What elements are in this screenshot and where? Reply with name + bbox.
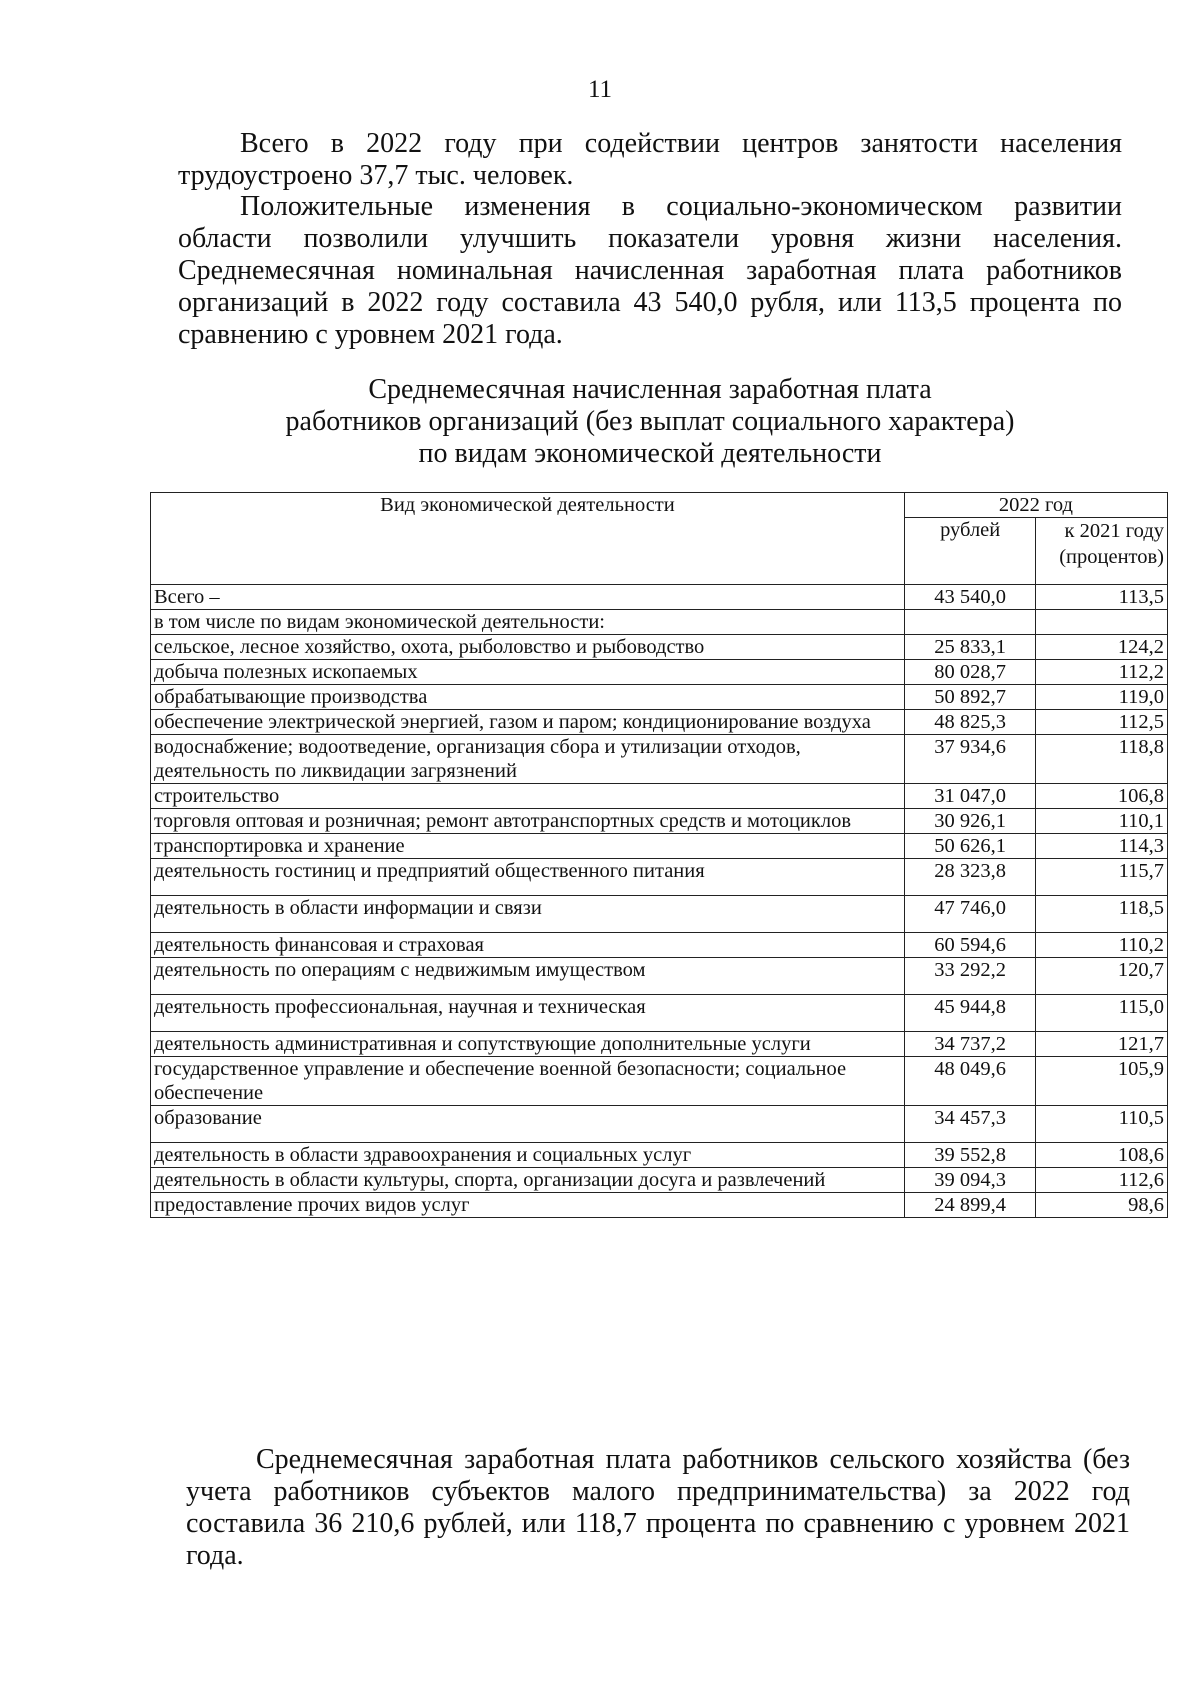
header-to-2021 [1036, 518, 1168, 585]
cell-rubles: 30 926,1 [904, 809, 1036, 834]
table-row [151, 1032, 1168, 1057]
cell-activity: деятельность гостиниц и предприятий общественного питания [151, 859, 905, 896]
cell-activity: деятельность в области информации и связи [151, 896, 905, 933]
cell-activity: строительство [151, 784, 905, 809]
table-row [151, 710, 1168, 735]
cell-rubles: 50 892,7 [904, 685, 1036, 710]
cell-activity: добыча полезных ископаемых [151, 660, 905, 685]
table-row [151, 784, 1168, 809]
cell-percent: 108,6 [1036, 1143, 1168, 1168]
cell-percent: 118,5 [1036, 896, 1168, 933]
cell-percent: 110,1 [1036, 809, 1168, 834]
paragraph-agriculture: Среднемесячная заработная плата работников сельского хозяйства (без учета работников субъектов малого предпринимательства) за 2022 год составила 36 210,6 рублей, или 118,7 процента по сравнению с уровнем 2021 года. [186, 1444, 1130, 1571]
cell-activity: деятельность в области здравоохранения и социальных услуг [151, 1143, 905, 1168]
cell-activity: в том числе по видам экономической деятельности: [151, 610, 905, 635]
cell-activity: обеспечение электрической энергией, газом и паром; кондиционирование воздуха [151, 710, 905, 735]
cell-percent: 118,8 [1036, 735, 1168, 784]
cell-activity: транспортировка и хранение [151, 834, 905, 859]
cell-rubles [904, 610, 1036, 635]
cell-percent: 112,5 [1036, 710, 1168, 735]
paragraph-income: Положительные изменения в социально-экономическом развитии области позволили улучшить показатели уровня жизни населения. Среднемесячная номинальная начисленная заработная плата работников организаций в 2022 году составила 43 540,0 рубля, или 113,5 процента по сравнению с уровнем 2021 года. [178, 191, 1122, 350]
cell-percent: 106,8 [1036, 784, 1168, 809]
cell-rubles: 45 944,8 [904, 995, 1036, 1032]
table-row [151, 660, 1168, 685]
table-title-line: по видам экономической деятельности [418, 438, 882, 469]
cell-rubles: 34 737,2 [904, 1032, 1036, 1057]
table-row [151, 809, 1168, 834]
table-row [151, 585, 1168, 610]
page-number: 11 [587, 76, 613, 103]
cell-percent: 121,7 [1036, 1032, 1168, 1057]
cell-activity: деятельность по операциям с недвижимым имуществом [151, 958, 905, 995]
cell-activity: сельское, лесное хозяйство, охота, рыболовство и рыбоводство [151, 635, 905, 660]
cell-activity: образование [151, 1106, 905, 1143]
table-row [151, 685, 1168, 710]
cell-percent: 113,5 [1036, 585, 1168, 610]
header-year: 2022 год [904, 493, 1167, 518]
cell-rubles: 80 028,7 [904, 660, 1036, 685]
header-to-2021-line1: к 2021 году [1064, 520, 1164, 542]
cell-rubles: 43 540,0 [904, 585, 1036, 610]
cell-percent: 110,5 [1036, 1106, 1168, 1143]
cell-activity: деятельность финансовая и страховая [151, 933, 905, 958]
header-to-2021-line2: (процентов) [1059, 546, 1164, 568]
cell-percent: 120,7 [1036, 958, 1168, 995]
cell-percent: 124,2 [1036, 635, 1168, 660]
cell-percent: 98,6 [1036, 1193, 1168, 1218]
cell-percent: 112,6 [1036, 1168, 1168, 1193]
cell-activity: деятельность профессиональная, научная и техническая [151, 995, 905, 1032]
cell-rubles: 25 833,1 [904, 635, 1036, 660]
table-row [151, 635, 1168, 660]
table-row [151, 1057, 1168, 1106]
cell-percent: 112,2 [1036, 660, 1168, 685]
table-row [151, 933, 1168, 958]
cell-percent: 115,0 [1036, 995, 1168, 1032]
table-row [151, 958, 1168, 995]
cell-activity: торговля оптовая и розничная; ремонт автотранспортных средств и мотоциклов [151, 809, 905, 834]
cell-rubles: 28 323,8 [904, 859, 1036, 896]
cell-rubles: 39 552,8 [904, 1143, 1036, 1168]
cell-percent: 110,2 [1036, 933, 1168, 958]
cell-activity: деятельность административная и сопутствующие дополнительные услуги [151, 1032, 905, 1057]
cell-rubles: 33 292,2 [904, 958, 1036, 995]
cell-rubles: 37 934,6 [904, 735, 1036, 784]
header-rubles: рублей [904, 518, 1036, 585]
cell-activity: предоставление прочих видов услуг [151, 1193, 905, 1218]
table-row [151, 995, 1168, 1032]
table-row [151, 834, 1168, 859]
cell-percent [1036, 610, 1168, 635]
table-row [151, 610, 1168, 635]
cell-rubles: 48 049,6 [904, 1057, 1036, 1106]
table-row [151, 1106, 1168, 1143]
table-title [180, 374, 1120, 470]
table-title-line: работников организаций (без выплат социального характера) [285, 406, 1015, 437]
cell-rubles: 39 094,3 [904, 1168, 1036, 1193]
cell-percent: 114,3 [1036, 834, 1168, 859]
cell-rubles: 24 899,4 [904, 1193, 1036, 1218]
cell-rubles: 47 746,0 [904, 896, 1036, 933]
cell-activity: обрабатывающие производства [151, 685, 905, 710]
cell-percent: 115,7 [1036, 859, 1168, 896]
cell-percent: 119,0 [1036, 685, 1168, 710]
table-row [151, 1143, 1168, 1168]
cell-rubles: 60 594,6 [904, 933, 1036, 958]
table-body [151, 585, 1168, 1218]
table-row [151, 859, 1168, 896]
table-row [151, 1168, 1168, 1193]
table-row [151, 896, 1168, 933]
cell-activity: Всего – [151, 585, 905, 610]
header-activity: Вид экономической деятельности [151, 493, 905, 585]
cell-activity: водоснабжение; водоотведение, организация сбора и утилизации отходов, деятельность по ликвидации загрязнений [151, 735, 905, 784]
paragraph-employment: Всего в 2022 году при содействии центров занятости населения трудоустроено 37,7 тыс. человек. [178, 128, 1122, 191]
cell-rubles: 34 457,3 [904, 1106, 1036, 1143]
wages-table [150, 492, 1168, 1218]
table-title-line: Среднемесячная начисленная заработная плата [368, 374, 932, 405]
table-row [151, 735, 1168, 784]
cell-rubles: 48 825,3 [904, 710, 1036, 735]
table-row [151, 1193, 1168, 1218]
cell-percent: 105,9 [1036, 1057, 1168, 1106]
cell-rubles: 31 047,0 [904, 784, 1036, 809]
cell-activity: государственное управление и обеспечение военной безопасности; социальное обеспечение [151, 1057, 905, 1106]
cell-rubles: 50 626,1 [904, 834, 1036, 859]
cell-activity: деятельность в области культуры, спорта, организации досуга и развлечений [151, 1168, 905, 1193]
